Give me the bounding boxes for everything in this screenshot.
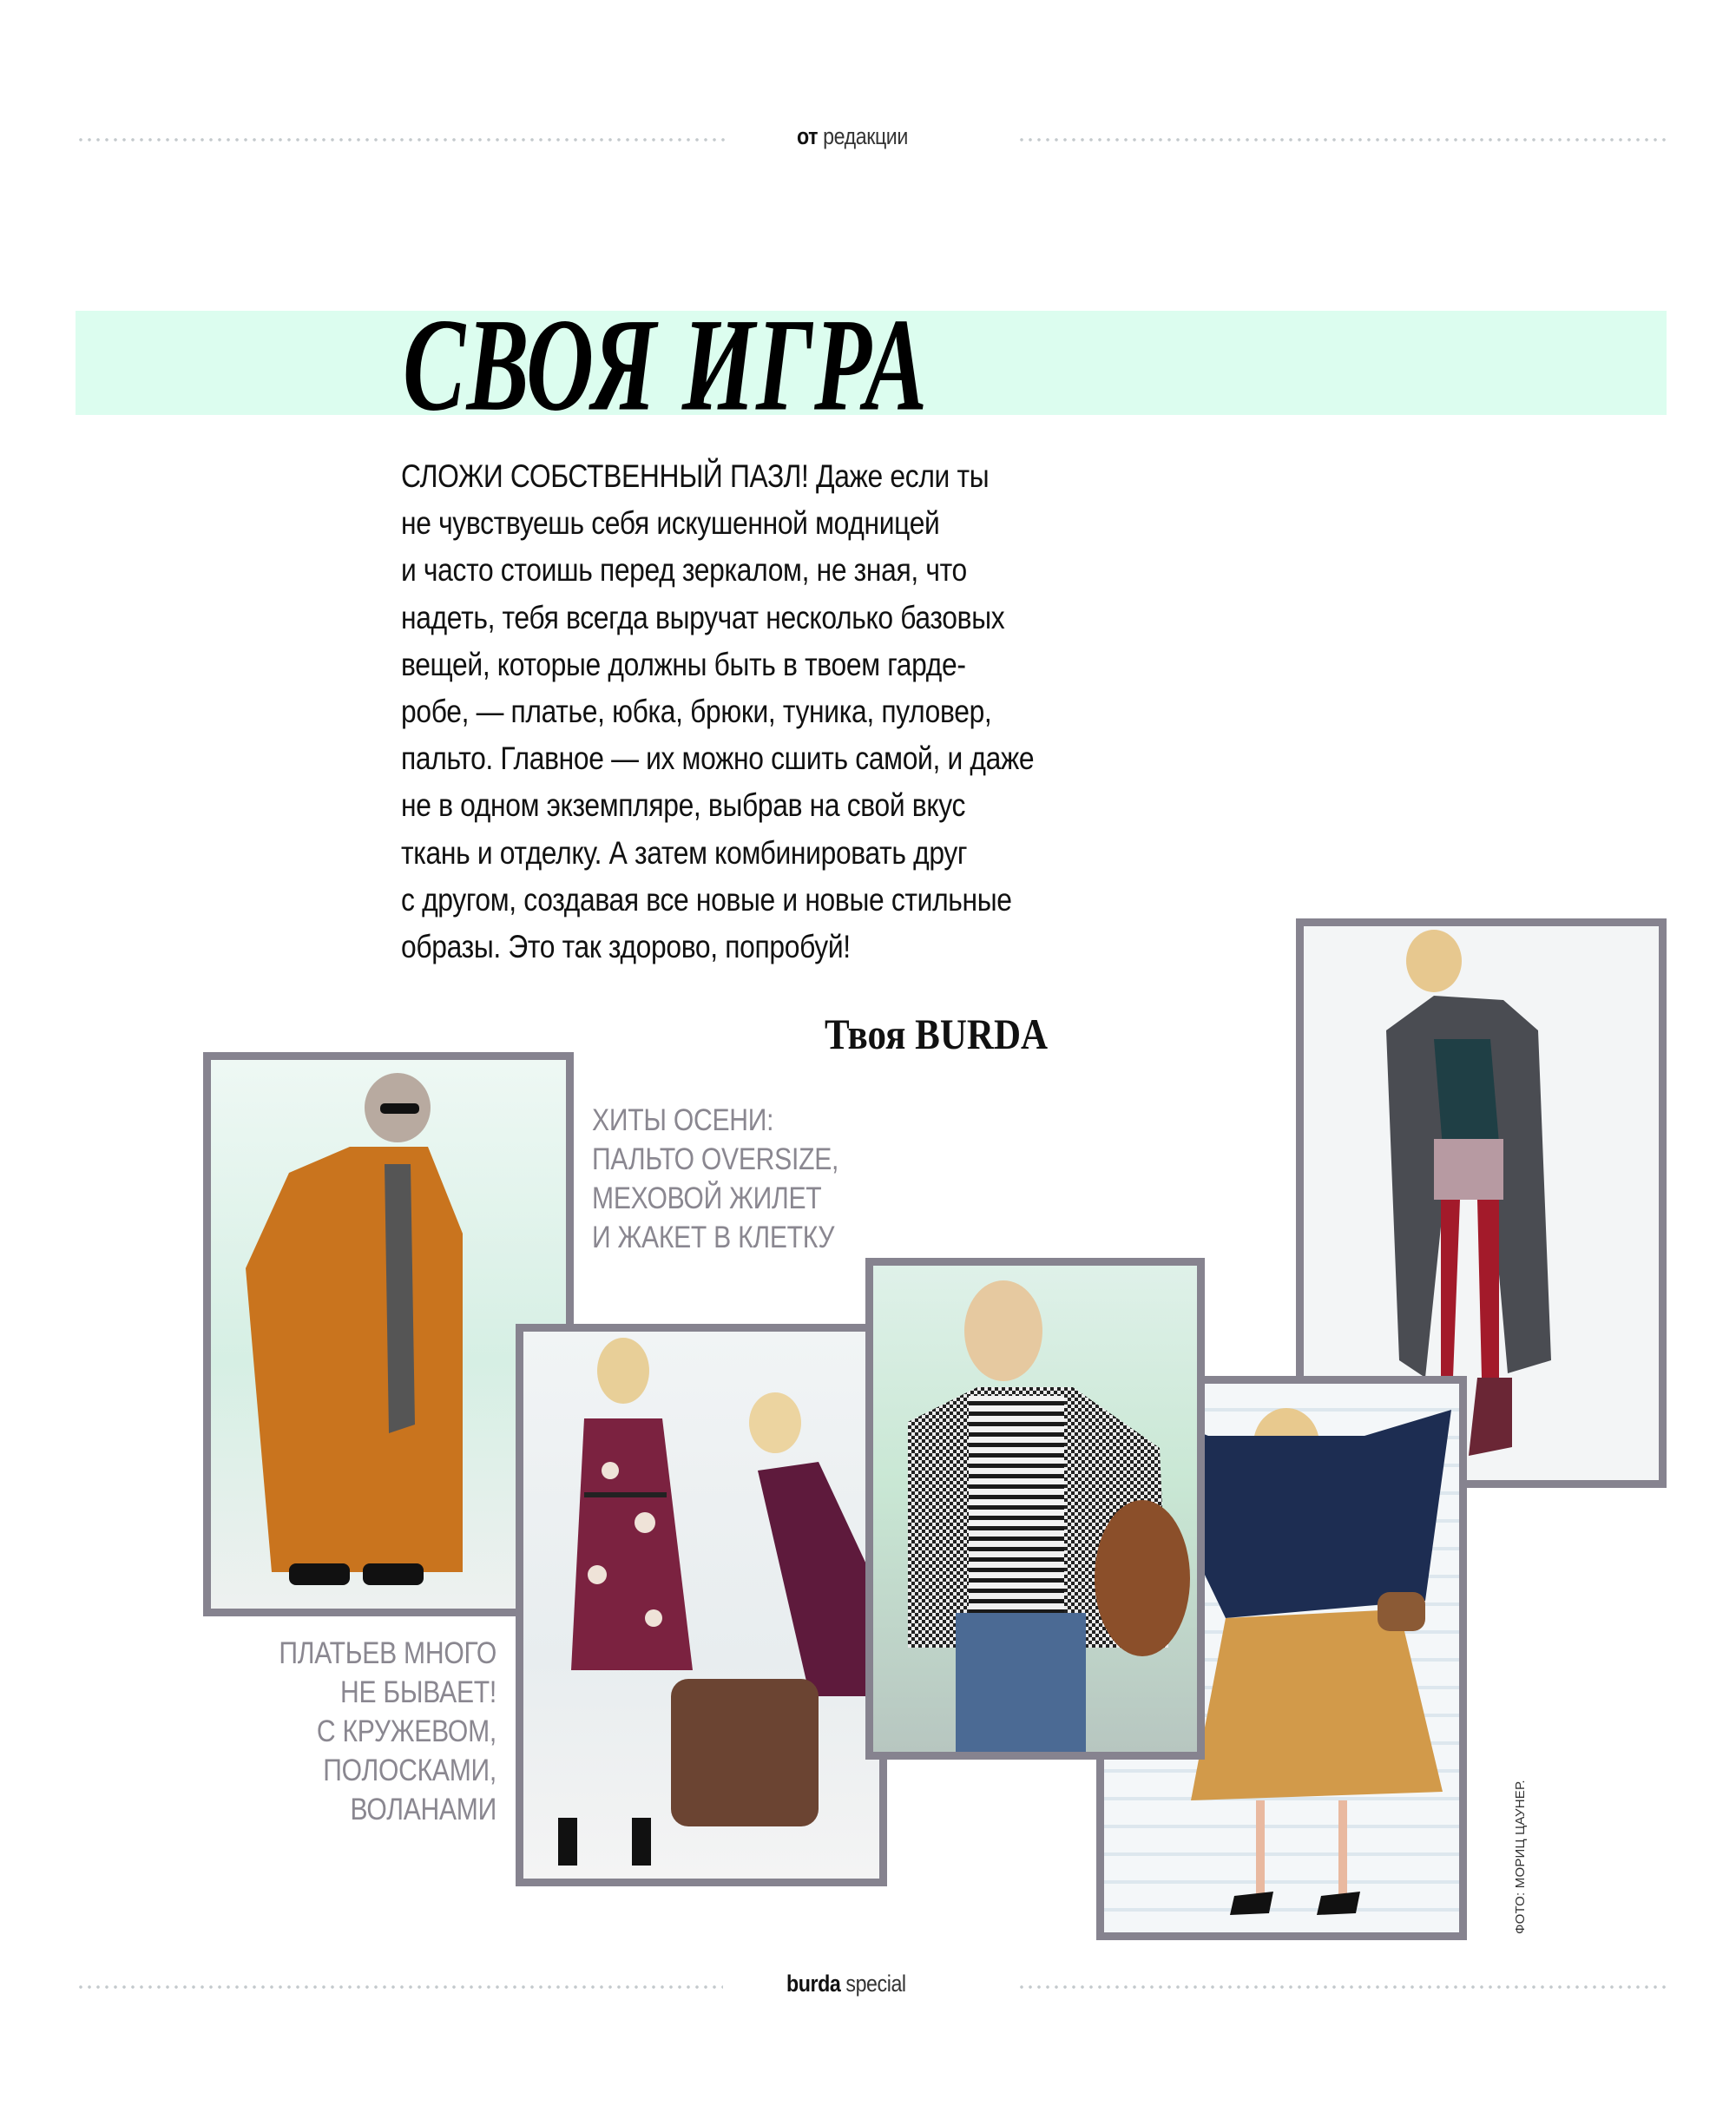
page-footer <box>0 1969 1736 2004</box>
check-jacket-illustration <box>873 1266 1197 1752</box>
lead-line: и часто стоишь перед зеркалом, не зная, что <box>401 552 967 589</box>
caption-line: ПЛАТЬЕВ МНОГО <box>279 1636 496 1670</box>
dotted-rule-right <box>1017 1985 1668 1989</box>
lead-line: с другом, создавая все новые и новые стильные <box>401 881 1012 918</box>
footer-brand <box>786 1971 906 1997</box>
section-label <box>797 123 908 150</box>
dotted-rule-right <box>1017 138 1668 141</box>
lead-line: надеть, тебя всегда выручат несколько базовых <box>401 599 1005 635</box>
photo-frame-two-dresses <box>516 1324 887 1886</box>
caption-line: НЕ БЫВАЕТ! <box>340 1675 496 1709</box>
photo-check-jacket <box>873 1266 1197 1752</box>
lead-line: образы. Это так здорово, попробуй! <box>401 929 851 965</box>
photo-two-dresses <box>523 1332 879 1879</box>
caption-autumn-hits <box>592 1101 878 1257</box>
lead-line: не в одном экземпляре, выбрав на свой вкус <box>401 787 966 824</box>
photo-orange-coat <box>211 1060 566 1609</box>
caption-line: ВОЛАНАМИ <box>350 1793 496 1826</box>
lead-paragraph <box>401 453 1269 971</box>
footer-brand-light: special <box>845 1971 906 1997</box>
section-header <box>0 122 1736 156</box>
caption-line: ПАЛЬТО OVERSIZE, <box>592 1142 839 1176</box>
lead-line: ткань и отделку. А затем комбинировать друг <box>401 834 968 871</box>
dotted-rule-left <box>76 138 726 141</box>
caption-line: И ЖАКЕТ В КЛЕТКУ <box>592 1221 835 1254</box>
photo-frame-check-jacket <box>865 1258 1205 1760</box>
caption-line: ХИТЫ ОСЕНИ: <box>592 1103 774 1137</box>
lead-line: не чувствуешь себя искушенной модницей <box>401 505 940 542</box>
signature: Твоя BURDA <box>825 1010 1049 1058</box>
page-title: СВОЯ ИГРА <box>403 290 929 439</box>
photo-credit: ФОТО: МОРИЦ ЦАУНЕР. <box>1513 1780 1528 1934</box>
lead-line: пальто. Главное — их можно сшить самой, и даже <box>401 740 1035 777</box>
orange-coat-illustration <box>211 1060 566 1609</box>
section-label-light: редакции <box>823 123 908 149</box>
caption-dresses <box>234 1634 496 1829</box>
footer-brand-bold: burda <box>786 1971 841 1997</box>
caption-line: С КРУЖЕВОМ, <box>316 1714 496 1748</box>
dotted-rule-left <box>76 1985 723 1989</box>
lead-line: вещей, которые должны быть в твоем гарде- <box>401 646 966 682</box>
caption-line: ПОЛОСКАМИ, <box>323 1754 496 1787</box>
two-dresses-illustration <box>523 1332 879 1879</box>
lead-line: СЛОЖИ СОБСТВЕННЫЙ ПАЗЛ! Даже если ты <box>401 458 990 494</box>
section-label-bold: от <box>797 123 819 149</box>
lead-line: робе, — платье, юбка, брюки, туника, пуловер, <box>401 694 992 730</box>
caption-line: МЕХОВОЙ ЖИЛЕТ <box>592 1181 822 1215</box>
